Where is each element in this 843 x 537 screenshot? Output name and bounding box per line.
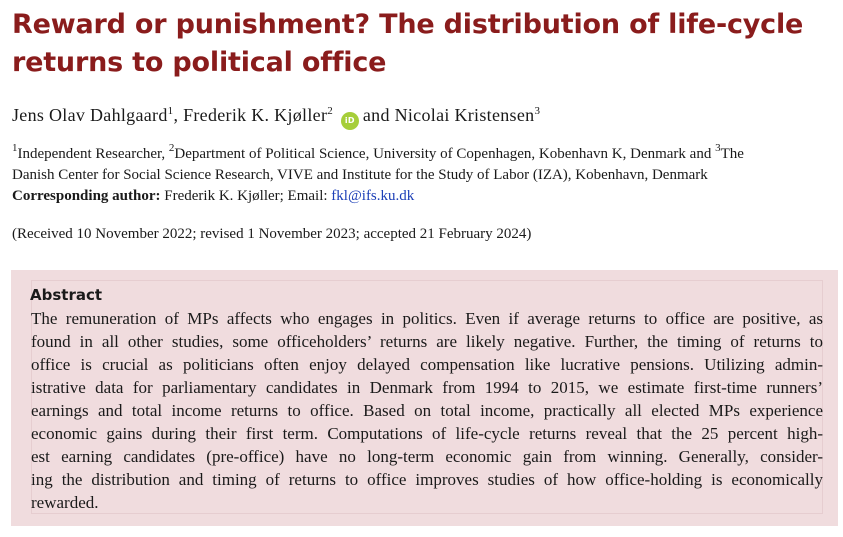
author-name[interactable]: Jens Olav Dahlgaard — [12, 105, 168, 125]
email-link[interactable]: fkl@ifs.ku.dk — [331, 188, 415, 204]
abstract-line: found in all other studies, some officeholders’ returns are likely negative. Further, the timing of returns to — [31, 332, 823, 351]
abstract-line: economic gains during their first term. Computations of life-cycle returns reveal that the 25 percent high- — [31, 424, 823, 443]
abstract-line: rewarded. — [31, 493, 99, 512]
corresponding-author — [12, 186, 840, 207]
received-dates: (Received 10 November 2022; revised 1 November 2023; accepted 21 February 2024) — [12, 226, 532, 242]
affiliation-marker: 3 — [534, 105, 541, 117]
affiliation-marker: 1 — [167, 105, 174, 117]
author-conjunction: and — [362, 105, 390, 125]
affiliation-line: Danish Center for Social Science Research, VIVE and Institute for the Study of Labor (IZA), Kobenhavn, Denmark — [12, 167, 708, 183]
affiliation-marker: 1 — [12, 142, 18, 154]
affiliation-line — [12, 144, 840, 165]
abstract-line: istrative data for parliamentary candidates in Denmark from 1994 to 2015, we estimate first-time runners’ — [31, 378, 823, 397]
affiliation-text: Independent Researcher, — [17, 146, 169, 162]
abstract-text — [31, 307, 823, 514]
abstract-line: est earning candidates (pre-office) have no long-term economic gain from winning. Generally, consider- — [31, 447, 823, 466]
affiliation-text: The — [720, 146, 744, 162]
author-name[interactable]: Nicolai Kristensen — [394, 105, 535, 125]
orcid-icon[interactable]: iD — [341, 112, 359, 130]
affiliation-marker: 2 — [168, 142, 175, 154]
corresponding-author-text: Frederik K. Kjøller; Email: — [160, 188, 332, 204]
abstract-line: The remuneration of MPs affects who engages in politics. Even if average returns to office are positive, as — [31, 309, 823, 328]
abstract-line: office is crucial as politicians often enjoy delayed compensation like lucrative pensions. Utilizing admin- — [31, 355, 823, 374]
abstract-line: ing the distribution and timing of returns to office improves studies of how office-holding is economically — [31, 470, 823, 489]
author-list — [12, 103, 540, 130]
affiliation-marker: 3 — [715, 142, 721, 154]
author-separator: , — [173, 105, 184, 125]
affiliations — [12, 144, 840, 207]
abstract-line: earnings and total income returns to office. Based on total income, practically all elected MPs experience — [31, 401, 823, 420]
abstract-heading: Abstract — [30, 286, 103, 304]
affiliation-marker: 2 — [327, 105, 334, 117]
affiliation-text: Department of Political Science, University of Copenhagen, Kobenhavn K, Denmark and — [174, 146, 716, 162]
article-title: Reward or punishment? The distribution of life-cycle returns to political office — [12, 9, 804, 78]
corresponding-author-label: Corresponding author: — [12, 188, 161, 204]
author-name[interactable]: Frederik K. Kjøller — [183, 105, 328, 125]
